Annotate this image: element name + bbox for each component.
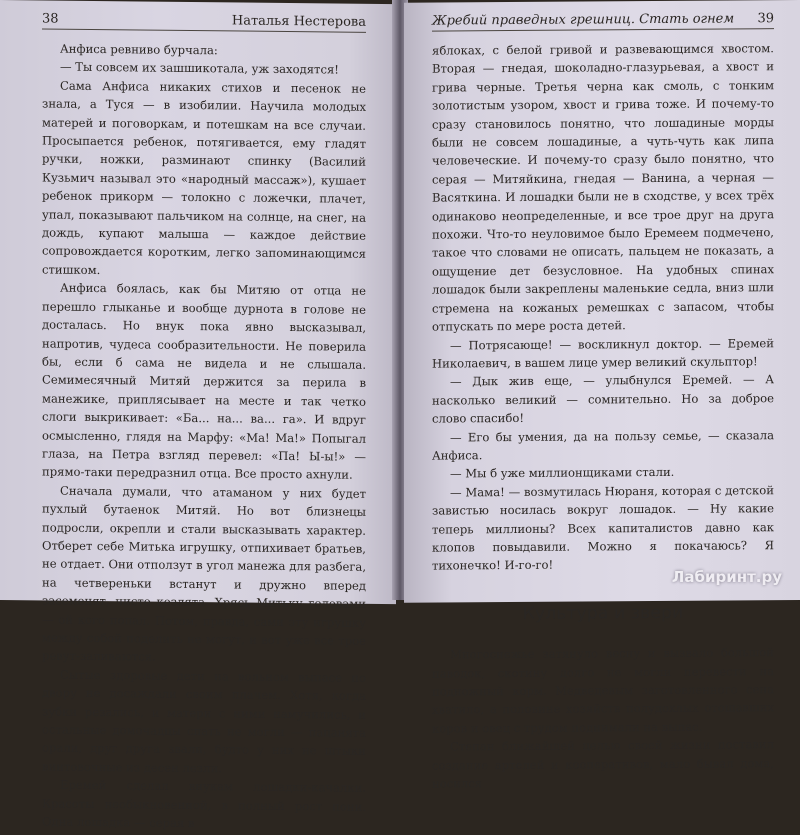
paragraph: Анфиса ревниво бурчала: <box>60 41 218 58</box>
chapter-title: Культура и звери <box>522 602 684 624</box>
right-page-header <box>432 0 774 31</box>
paragraph: Сначала думали, что атаманом у них будет пухлый бутаенок Митяй. Но вот близнецы подросли, окрепли и стали высказывать характер. Отберет себе Митька игрушку, отпихивает братьев, не отдает. Они отползут в угол манежа для разбега, на четвереньки встанут и дружно вперед засеменят, чисто козлята. Хрясь Митьку головами — ой кого попал. Потом, правда, сами эту игрушку между собой поделить не могут, и вот уже все трое ревут-заливаются. <box>42 483 366 665</box>
left-page-number: 38 <box>42 11 59 27</box>
right-page <box>404 0 800 791</box>
left-running-title: Наталья Нестерова <box>231 13 366 30</box>
paragraph: — Мы б уже миллионщиками стали. <box>450 465 675 481</box>
paragraph: Многоснежье затянуло весну и вызвало большой паводок, скотину долго не могли перевести на подножный корм. Медведевым заготовленного сена хватило, а половине хозяйств полудохлых отощавших коров и овец с трудом поднимали на выпас. <box>432 645 774 736</box>
paragraph: Степан ближайшей целью своей жизни поставил создание артелей и кооперативов, мало бывал дома, носился <box>432 737 774 791</box>
paragraph: — Его бы умения, да на пользу семье, — сказала Анфиса. <box>432 427 774 463</box>
labirint-watermark: Лабиринт.ру <box>671 568 782 586</box>
paragraph: Сытые здоровые дети на вольном выпасе по двору не досаждали своим плачем. Хотя, когда зубки резались, и матери с ними намучились, и остальные домочадцы спать не могли — пацанята орали, друг друга звали, будто у них не штыки винтовочные из десен лезли. <box>42 667 366 776</box>
paragraph: — Мама! — возмутилась Нюраня, которая с детской завистью носилась вокруг лошадок. — Ну какие теперь миллионы? Всех капиталистов давно как клопов повыдавили. Можно я покачаюсь? Я тихонечко! И-го-го! <box>432 482 774 573</box>
paragraph: Сама Анфиса никаких стихов и песенок не знала, а Туся — в изобилии. Научила молодых матерей и поговоркам, и потешкам на все случаи. Просыпается ребенок, потягивается, ему гладят ручки, ножки, разминают спинку (Василий Кузьмич называл это «народный массаж»), кушает ребенок прикорм — толокно с ложечки, плачет, упал, показывают пальчиком на солнце, на снег, на дождь, купают малыша — каждое действие сопровождается коротким, легко запоминающимся стишком. <box>42 78 366 277</box>
paragraph: — Дык жив еще, — улыбнулся Еремей. — А насколько великий — сомнительно. Но за доброе слово спасибо! <box>432 372 774 426</box>
left-page-text <box>42 39 366 834</box>
paragraph: — Потрясающе! — воскликнул доктор. — Еремей Николаевич, в вашем лице умер великий скульптор! <box>432 335 774 371</box>
left-page <box>0 0 396 831</box>
paragraph: яблоках, с белой гривой и развевающимся хвостом. Вторая — гнедая, шоколадно-глазурьевая, а хвост и грива черные. Третья черна как смоль, с тонким золотистым узором, хвост и грива тоже. И почему-то сразу становилось понятно, что лошадиные морды были не совсем лошадиные, а чуть-чуть как липа человеческие. И почему-то сразу было понятно, что серая — Митяйкина, гнедая — Ванина, а черная — Васяткина. И лошадки были не в сходстве, у всех трёх одинаково неопределенные, и все трое друг на друга похожи. Что-то неуловимое было Еремеем подмечено, такое что словами не описать, пальцем не показать, а ощущение дет безусловное. На удобных спинах лошадок были закреплены маленькие седла, вниз шли стремена на кожаных ремешках с запасом, чтобы отпускать по мере роста детей. <box>432 41 774 334</box>
right-page-number: 39 <box>757 11 774 27</box>
left-page-header <box>42 0 366 32</box>
right-page-text <box>432 39 774 793</box>
paragraph: — Ты совсем их зашшикотала, уж заходятся! <box>60 60 339 77</box>
paragraph: Анфиса боялась, как бы Митяю от отца не перешло глыканье и вообще дурнота в голове не досталась. Но внук пока явно высказывал, напротив, чудеса сообразительности. Не поверила бы, если б сама не видела и не слышала. Семимесячный Митяй держится за перила в манежике, приплясывает на месте и так четко слоги выкрикивает: «Ба... на... ва... га». И вдруг осмысленно, глядя на Марфу: «Ма! Ма!» Попыгал глаза, на Петра взгляд перевел: «Па! Ы-ы!» — прямо-таки передразнил отца. Все просто ахнули. <box>42 280 366 483</box>
paragraph: Еремей сделал внукам лошадки-качалки. Красоты необыкновенной, в полный рост пони. Одна лошадка — серая в <box>42 777 366 831</box>
right-running-title: Жребий праведных грешниц. Стать огнем <box>432 11 735 29</box>
